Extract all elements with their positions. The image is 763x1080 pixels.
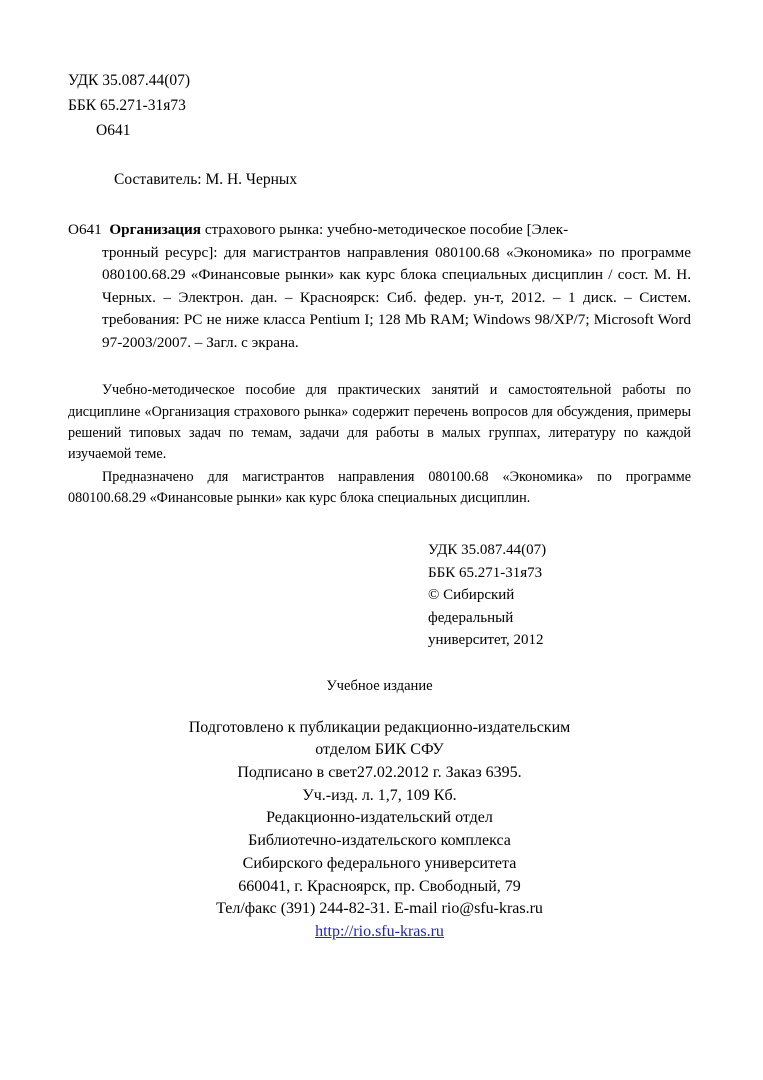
annotation-paragraph-1: Учебно-методическое пособие для практических занятий и самостоятельной работы по дисциплине «Организация страхового рынка» содержит перечень вопросов для обсуждения, примеры решений типовых задач по темам, задачи для работы в малых группах, литературу по каждой изучаемой теме. [68, 382, 691, 463]
colophon-line-2: отделом БИК СФУ [315, 741, 444, 759]
colophon-line-9: Тел/факс (391) 244-82-31. E-mail rio@sfu-kras.ru [216, 900, 543, 918]
colophon-website-link[interactable] [68, 921, 691, 944]
imprint-bbk: ББК 65.271-31я73 [428, 564, 543, 581]
annotation-block [68, 380, 691, 509]
colophon-line-1: Подготовлено к публикации редакционно-издательским [188, 718, 571, 736]
classification-block [68, 68, 691, 143]
colophon-line-6: Библиотечно-издательского комплекса [248, 832, 511, 850]
compiler-line: Составитель: М. Н. Черных [114, 171, 298, 189]
cip-code: О641 [68, 221, 102, 239]
colophon-line-8: 660041, г. Красноярск, пр. Свободный, 79 [238, 877, 521, 895]
cip-record [68, 219, 691, 354]
colophon-line-3: Подписано в свет27.02.2012 г. Заказ 6395. [237, 764, 522, 782]
imprint-org-line-2: федеральный [428, 609, 514, 626]
website-link-text[interactable]: http://rio.sfu-kras.ru [315, 923, 444, 941]
colophon-line-4: Уч.-изд. л. 1,7, 109 Кб. [302, 786, 457, 804]
cip-title-tail: страхового рынка: учебно-методическое пособие [Элек- [201, 221, 569, 239]
imprint-udk: УДК 35.087.44(07) [428, 542, 547, 559]
catalog-code: О641 [96, 122, 131, 140]
udk-code: УДК 35.087.44(07) [68, 72, 191, 89]
cip-first-line [68, 219, 691, 242]
bbk-code: ББК 65.271-31я73 [68, 97, 186, 115]
cip-title: Организация [109, 221, 202, 239]
colophon-line-5: Редакционно-издательский отдел [266, 809, 493, 827]
colophon-line-7: Сибирского федерального университета [242, 854, 517, 872]
imprint-copyright: © Сибирский [428, 587, 515, 604]
colophon-block [68, 717, 691, 944]
edition-label: Учебное издание [326, 677, 433, 694]
imprint-block [68, 539, 691, 652]
imprint-org-line-3: университет, 2012 [428, 632, 544, 649]
cip-body: тронный ресурс]: для магистрантов направления 080100.68 «Экономика» по программе 080100.68.29 «Финансовые рынки» как курс блока специальных дисциплин / сост. М. Н. Черных. – Электрон. дан. – Красноярск: Сиб. федер. ун-т, 2012. – 1 диск. – Систем. требования: PC не ниже класса Pentium I; 128 Mb RAM; Windows 98/XP/7; Microsoft Word 97-2003/2007. – Загл. с экрана. [102, 243, 691, 351]
annotation-paragraph-2: Предназначено для магистрантов направления 080100.68 «Экономика» по программе 080100.68.29 «Финансовые рынки» как курс блока специальных дисциплин. [68, 468, 691, 506]
